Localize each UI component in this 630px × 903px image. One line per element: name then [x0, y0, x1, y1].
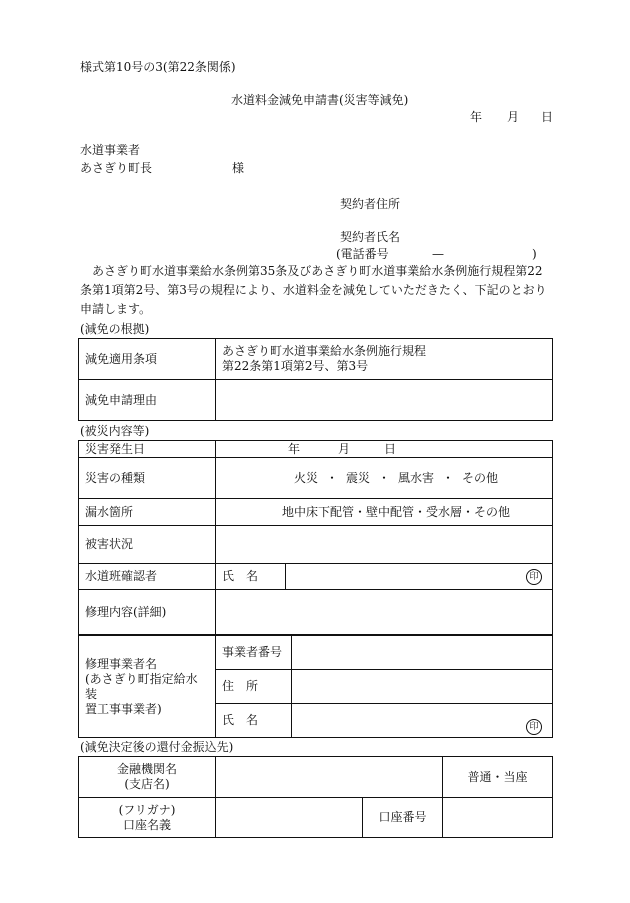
- applicable-clause-label: 減免適用条項: [79, 339, 216, 380]
- reason-field[interactable]: [216, 380, 553, 421]
- basis-table: [78, 338, 553, 421]
- applicant-name-label: 契約者氏名: [340, 230, 401, 244]
- addressee-honorific: 様: [232, 161, 245, 175]
- bank-field[interactable]: [216, 757, 443, 798]
- disaster-type-other[interactable]: その他: [462, 470, 499, 485]
- contractor-number-field[interactable]: [292, 636, 553, 670]
- disaster-date-month: 月: [338, 441, 351, 456]
- applicant-phone-close: ): [532, 247, 537, 261]
- disaster-date-year: 年: [288, 441, 301, 456]
- applicant-phone-dash: —: [432, 247, 444, 261]
- holder-label-line1: (フリガナ): [118, 802, 176, 817]
- form-number: 様式第10号の3(第22条関係): [80, 60, 236, 74]
- leak-underfloor[interactable]: 地中床下配管: [281, 504, 354, 519]
- account-number-field[interactable]: [443, 798, 553, 838]
- repair-detail-label: 修理内容(詳細): [79, 590, 216, 635]
- repair-detail-field[interactable]: [216, 590, 553, 635]
- disaster-type-label: 災害の種類: [79, 458, 216, 499]
- contractor-label-line2: (あさぎり町指定給水装: [85, 671, 198, 701]
- applicant-address-label: 契約者住所: [340, 197, 401, 211]
- applicable-clause-value-line1: あさぎり町水道事業給水条例施行規程: [222, 344, 427, 358]
- date-month: 月: [507, 110, 520, 124]
- leak-other[interactable]: その他: [474, 504, 511, 519]
- contractor-address-label: 住 所: [216, 670, 292, 704]
- addressee-line1: 水道事業者: [80, 143, 141, 157]
- bank-label-line2: (支店名): [124, 777, 170, 791]
- date-year: 年: [470, 110, 483, 124]
- applicable-clause-value: [216, 339, 553, 380]
- addressee-line2: あさぎり町長: [80, 161, 153, 175]
- disaster-type-earthquake[interactable]: 震災: [345, 470, 370, 485]
- disaster-date-day: 日: [384, 441, 397, 456]
- holder-label: [79, 798, 216, 838]
- section1-heading: (減免の根拠): [80, 322, 150, 336]
- leak-location-options[interactable]: 地中床下配管・壁中配管・受水層・その他: [216, 499, 553, 526]
- holder-field[interactable]: [216, 798, 363, 838]
- disaster-date-field[interactable]: [216, 441, 553, 458]
- damage-status-field[interactable]: [216, 526, 553, 564]
- account-number-label: 口座番号: [363, 798, 443, 838]
- disaster-type-options[interactable]: 火災 ・ 震災 ・ 風水害 ・ その他: [216, 458, 553, 499]
- account-type-options[interactable]: 普通・当座: [443, 757, 553, 798]
- contractor-label-line1: 修理事業者名: [85, 656, 158, 671]
- section2-heading: (被災内容等): [80, 424, 150, 438]
- damage-status-label: 被害状況: [79, 526, 216, 564]
- body-paragraph: あさぎり町水道事業給水条例第35条及びあさぎり町水道事業給水条例施行規程第22条第1項第2号、第3号の規程により、水道料金を減免していただきたく、下記のとおり申請します。: [80, 264, 547, 316]
- contractor-name-field[interactable]: [292, 704, 553, 738]
- date-day: 日: [541, 110, 554, 124]
- leak-wall[interactable]: 壁中配管: [365, 504, 414, 519]
- contractor-label: [79, 636, 216, 738]
- reason-label: 減免申請理由: [79, 380, 216, 421]
- leak-location-label: 漏水箇所: [79, 499, 216, 526]
- refund-table: [78, 756, 553, 838]
- contractor-address-field[interactable]: [292, 670, 553, 704]
- contractor-table: [78, 635, 553, 738]
- bank-label-line1: 金融機関名: [116, 762, 177, 776]
- contractor-number-label: 事業者番号: [216, 636, 292, 670]
- applicant-phone-label: (電話番号: [336, 247, 389, 261]
- contractor-label-line3: 置工事事業者): [85, 701, 162, 716]
- disaster-date-label: 災害発生日: [79, 441, 216, 458]
- inspector-name-label: 氏 名: [216, 564, 286, 590]
- applicable-clause-value-line2: 第22条第1項第2号、第3号: [222, 359, 369, 373]
- inspector-label: 水道班確認者: [79, 564, 216, 590]
- disaster-type-flood[interactable]: 風水害: [398, 470, 435, 485]
- disaster-type-fire[interactable]: 火災: [293, 470, 318, 485]
- page-title: 水道料金減免申請書(災害等減免): [231, 93, 409, 107]
- damage-table: [78, 440, 553, 635]
- section3-heading: (減免決定後の還付金振込先): [80, 740, 234, 754]
- holder-label-line2: 口座名義: [122, 817, 171, 832]
- bank-label: [79, 757, 216, 798]
- inspector-name-field[interactable]: [286, 564, 553, 590]
- seal-icon: 印: [526, 719, 542, 735]
- seal-icon: 印: [526, 569, 542, 585]
- leak-tank[interactable]: 受水層: [426, 504, 463, 519]
- contractor-name-label: 氏 名: [216, 704, 292, 738]
